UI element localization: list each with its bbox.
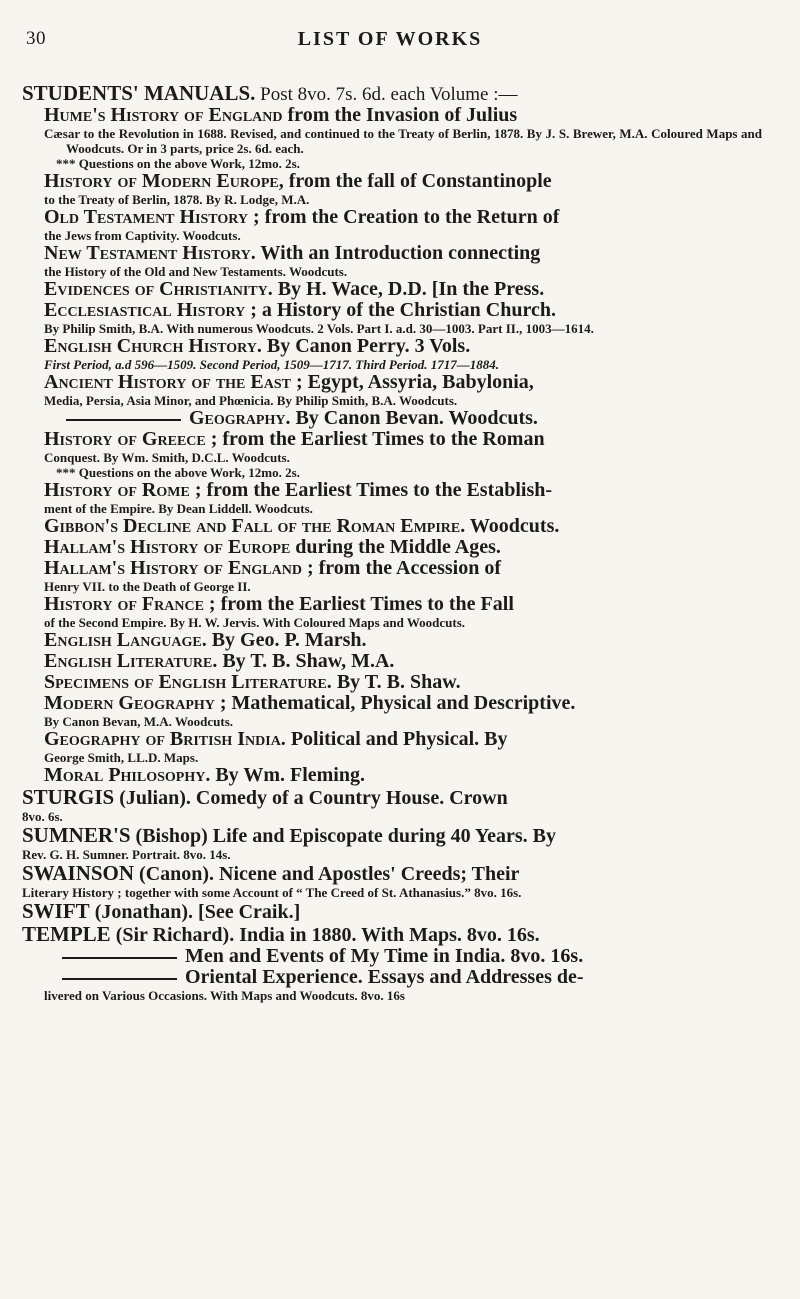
work-title-rest: from the Accession of <box>313 557 501 579</box>
work-title: History of Modern Europe, <box>44 170 284 192</box>
work-title: English Church History. <box>44 335 262 357</box>
work-title-rest: By Geo. P. Marsh. <box>206 629 367 651</box>
entry-detail: Literary History ; together with some Account of “ The Creed of St. Athanasius.” 8vo. 16s. <box>22 885 522 900</box>
work-title: History of Greece ; <box>44 428 218 450</box>
work-title: Ecclesiastical History ; <box>44 299 257 321</box>
work-title-rest: a History of the Christian Church. <box>256 299 556 321</box>
work-note: *** Questions on the above Work, 12mo. 2s. <box>56 465 300 480</box>
work-detail: George Smith, LL.D. Maps. <box>44 750 199 765</box>
work-title: Old Testament History ; <box>44 206 260 228</box>
entry-swift <box>22 900 762 923</box>
ditto-dash <box>62 957 177 959</box>
entry-head: TEMPLE <box>22 922 111 946</box>
work-detail: Conquest. By Wm. Smith, D.C.L. Woodcuts. <box>44 450 290 465</box>
list-item <box>44 429 762 480</box>
list-item <box>44 729 762 765</box>
entry-temple <box>22 923 762 946</box>
work-title-rest: By Canon Perry. 3 Vols. <box>261 335 471 357</box>
list-item <box>44 480 762 516</box>
work-detail: to the Treaty of Berlin, 1878. By R. Lodge, M.A. <box>44 192 310 207</box>
entry-head: SUMNER'S <box>22 823 131 847</box>
entry-detail: livered on Various Occasions. With Maps and Woodcuts. 8vo. 16s <box>44 988 405 1003</box>
page-header <box>18 18 762 48</box>
work-detail: the Jews from Captivity. Woodcuts. <box>44 228 241 243</box>
work-title-rest: Political and Physical. By <box>285 728 508 750</box>
entry-head: STUDENTS' MANUALS. <box>22 81 256 105</box>
list-item <box>44 594 762 630</box>
entry-tail: (Canon). Nicene and Apostles' Creeds; Their <box>134 863 520 885</box>
work-detail: Media, Persia, Asia Minor, and Phœnicia. By Philip Smith, B.A. Woodcuts. <box>44 393 458 408</box>
work-title-rest: from the Creation to the Return of <box>259 206 560 228</box>
work-title-rest: With an Introduction connecting <box>255 242 541 264</box>
work-title-rest: Mathematical, Physical and Descriptive. <box>226 692 576 714</box>
work-title-rest: from the Earliest Times to the Establish- <box>201 479 553 501</box>
work-detail: By Philip Smith, B.A. With numerous Woodcuts. 2 Vols. Part I. a.d. 30—1003. Part II., 1003—1614. <box>44 321 594 336</box>
entry-sumner <box>22 824 762 862</box>
work-note: *** Questions on the above Work, 12mo. 2s. <box>56 156 300 171</box>
list-item <box>44 765 762 786</box>
work-title: Moral Philosophy. <box>44 764 211 786</box>
entry-tail: Post 8vo. 7s. 6d. each Volume :— <box>255 84 518 105</box>
entry-temple-oriental-experience <box>22 967 762 1003</box>
entry-tail: Oriental Experience. Essays and Addresses de- <box>185 966 584 988</box>
entry-head: SWIFT <box>22 899 90 923</box>
entry-temple-men-and-events <box>22 946 762 967</box>
works-list <box>22 82 762 1003</box>
work-detail: By Canon Bevan, M.A. Woodcuts. <box>44 714 234 729</box>
work-detail: the History of the Old and New Testaments. Woodcuts. <box>44 264 348 279</box>
students-manuals-list <box>44 105 762 786</box>
entry-swainson <box>22 862 762 900</box>
work-title: Modern Geography ; <box>44 692 227 714</box>
work-title-rest: Egypt, Assyria, Babylonia, <box>302 371 534 393</box>
work-title: Geography of British India. <box>44 728 286 750</box>
entry-tail: (Jonathan). [See Craik.] <box>89 901 301 923</box>
list-item <box>44 171 762 207</box>
entry-tail: (Sir Richard). India in 1880. With Maps. 8vo. 16s. <box>110 924 540 946</box>
entry-sturgis <box>22 786 762 824</box>
work-title: Hallam's History of England ; <box>44 557 314 579</box>
entry-students-manuals <box>22 82 762 105</box>
work-title: Geography. <box>189 407 291 429</box>
work-title-rest: By Canon Bevan. Woodcuts. <box>290 407 538 429</box>
ditto-dash <box>66 419 181 421</box>
work-title: Specimens of English Literature. <box>44 671 332 693</box>
work-detail: Henry VII. to the Death of George II. <box>44 579 251 594</box>
page-number: 30 <box>26 28 46 49</box>
list-item <box>44 651 762 672</box>
work-title: New Testament History. <box>44 242 256 264</box>
work-title: Evidences of Christianity. <box>44 278 273 300</box>
list-item <box>44 207 762 243</box>
list-item <box>44 537 762 558</box>
work-detail: ment of the Empire. By Dean Liddell. Woodcuts. <box>44 501 313 516</box>
list-item <box>44 336 762 372</box>
entry-tail: (Julian). Comedy of a Country House. Crown <box>114 787 508 809</box>
work-detail: of the Second Empire. By H. W. Jervis. With Coloured Maps and Woodcuts. <box>44 615 466 630</box>
work-title-rest: By T. B. Shaw. <box>331 671 461 693</box>
ditto-dash <box>62 978 177 980</box>
list-item <box>44 558 762 594</box>
list-item <box>44 105 762 171</box>
work-title: English Literature. <box>44 650 218 672</box>
work-title-rest: from the fall of Constantinople <box>283 170 552 192</box>
work-title-rest: from the Invasion of Julius <box>282 104 518 126</box>
work-title-rest: By T. B. Shaw, M.A. <box>217 650 395 672</box>
work-title: Hume's History of England <box>44 104 283 126</box>
entry-tail: Men and Events of My Time in India. 8vo. 16s. <box>185 945 584 967</box>
list-item <box>44 372 762 408</box>
work-title-rest: By H. Wace, D.D. [In the Press. <box>272 278 545 300</box>
work-title-rest: from the Earliest Times to the Roman <box>217 428 545 450</box>
work-title-rest: during the Middle Ages. <box>290 536 501 558</box>
entry-head: STURGIS <box>22 785 115 809</box>
entry-tail: (Bishop) Life and Episcopate during 40 Years. By <box>130 825 556 847</box>
work-detail: First Period, a.d 596—1509. Second Period, 1509—1717. Third Period. 1717—1884. <box>44 357 499 372</box>
work-title: Gibbon's Decline and Fall of the Roman Empire. <box>44 515 466 537</box>
list-item <box>44 243 762 279</box>
work-title-rest: Woodcuts. <box>465 515 560 537</box>
list-item <box>44 300 762 336</box>
work-title-rest: from the Earliest Times to the Fall <box>215 593 514 615</box>
entry-head: SWAINSON <box>22 861 135 885</box>
list-item <box>44 279 762 300</box>
list-item <box>44 630 762 651</box>
work-title: History of Rome ; <box>44 479 202 501</box>
work-title: English Language. <box>44 629 207 651</box>
entry-detail: 8vo. 6s. <box>22 809 63 824</box>
list-item <box>44 693 762 729</box>
entry-detail: Rev. G. H. Sumner. Portrait. 8vo. 14s. <box>22 847 231 862</box>
list-item <box>44 672 762 693</box>
work-title: Ancient History of the East ; <box>44 371 303 393</box>
running-title: LIST OF WORKS <box>297 28 483 50</box>
work-title: Hallam's History of Europe <box>44 536 291 558</box>
work-title-rest: By Wm. Fleming. <box>210 764 365 786</box>
list-item <box>44 408 762 429</box>
work-title: History of France ; <box>44 593 216 615</box>
list-item <box>44 516 762 537</box>
work-detail: Cæsar to the Revolution in 1688. Revised, and continued to the Treaty of Berlin, 1878. By J. S. Brewer, M.A. Coloured Maps and Woodcuts. Or in 3 parts, price 2s. 6d. each. <box>44 126 762 156</box>
